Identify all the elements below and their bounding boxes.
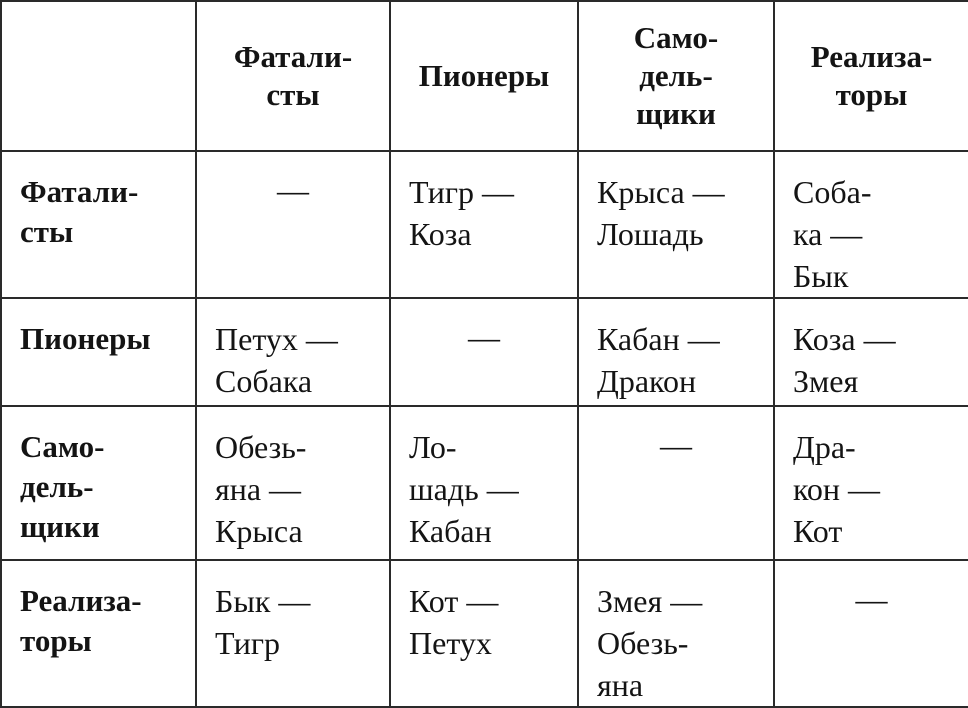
table-cell: Коза — Змея — [774, 298, 968, 406]
table-cell: Петух — Собака — [196, 298, 390, 406]
table-cell: Крыса — Лошадь — [578, 151, 774, 298]
table-row — [1, 406, 968, 560]
row-header-self-made: Само- дель- щики — [1, 406, 196, 560]
table-cell: — — [196, 151, 390, 298]
table-cell: Соба- ка — Бык — [774, 151, 968, 298]
table-cell: Дра- кон — Кот — [774, 406, 968, 560]
table-cell: — — [774, 560, 968, 707]
column-header-pioneers: Пионеры — [390, 1, 578, 151]
row-header-realizers: Реализа- торы — [1, 560, 196, 707]
column-header-fatalists: Фатали- сты — [196, 1, 390, 151]
table-cell: Кабан — Дракон — [578, 298, 774, 406]
table-row — [1, 560, 968, 707]
row-header-fatalists: Фатали- сты — [1, 151, 196, 298]
header-row — [1, 1, 968, 151]
table-row — [1, 298, 968, 406]
corner-cell — [1, 1, 196, 151]
table-cell: Тигр — Коза — [390, 151, 578, 298]
table-cell: — — [390, 298, 578, 406]
column-header-self-made: Само- дель- щики — [578, 1, 774, 151]
table-row — [1, 151, 968, 298]
table-cell: Кот — Петух — [390, 560, 578, 707]
row-header-pioneers: Пионеры — [1, 298, 196, 406]
table-cell: Бык — Тигр — [196, 560, 390, 707]
column-header-realizers: Реализа- торы — [774, 1, 968, 151]
table-cell: Змея — Обезь- яна — [578, 560, 774, 707]
table-cell: — — [578, 406, 774, 560]
table-cell: Ло- шадь — Кабан — [390, 406, 578, 560]
table-cell: Обезь- яна — Крыса — [196, 406, 390, 560]
